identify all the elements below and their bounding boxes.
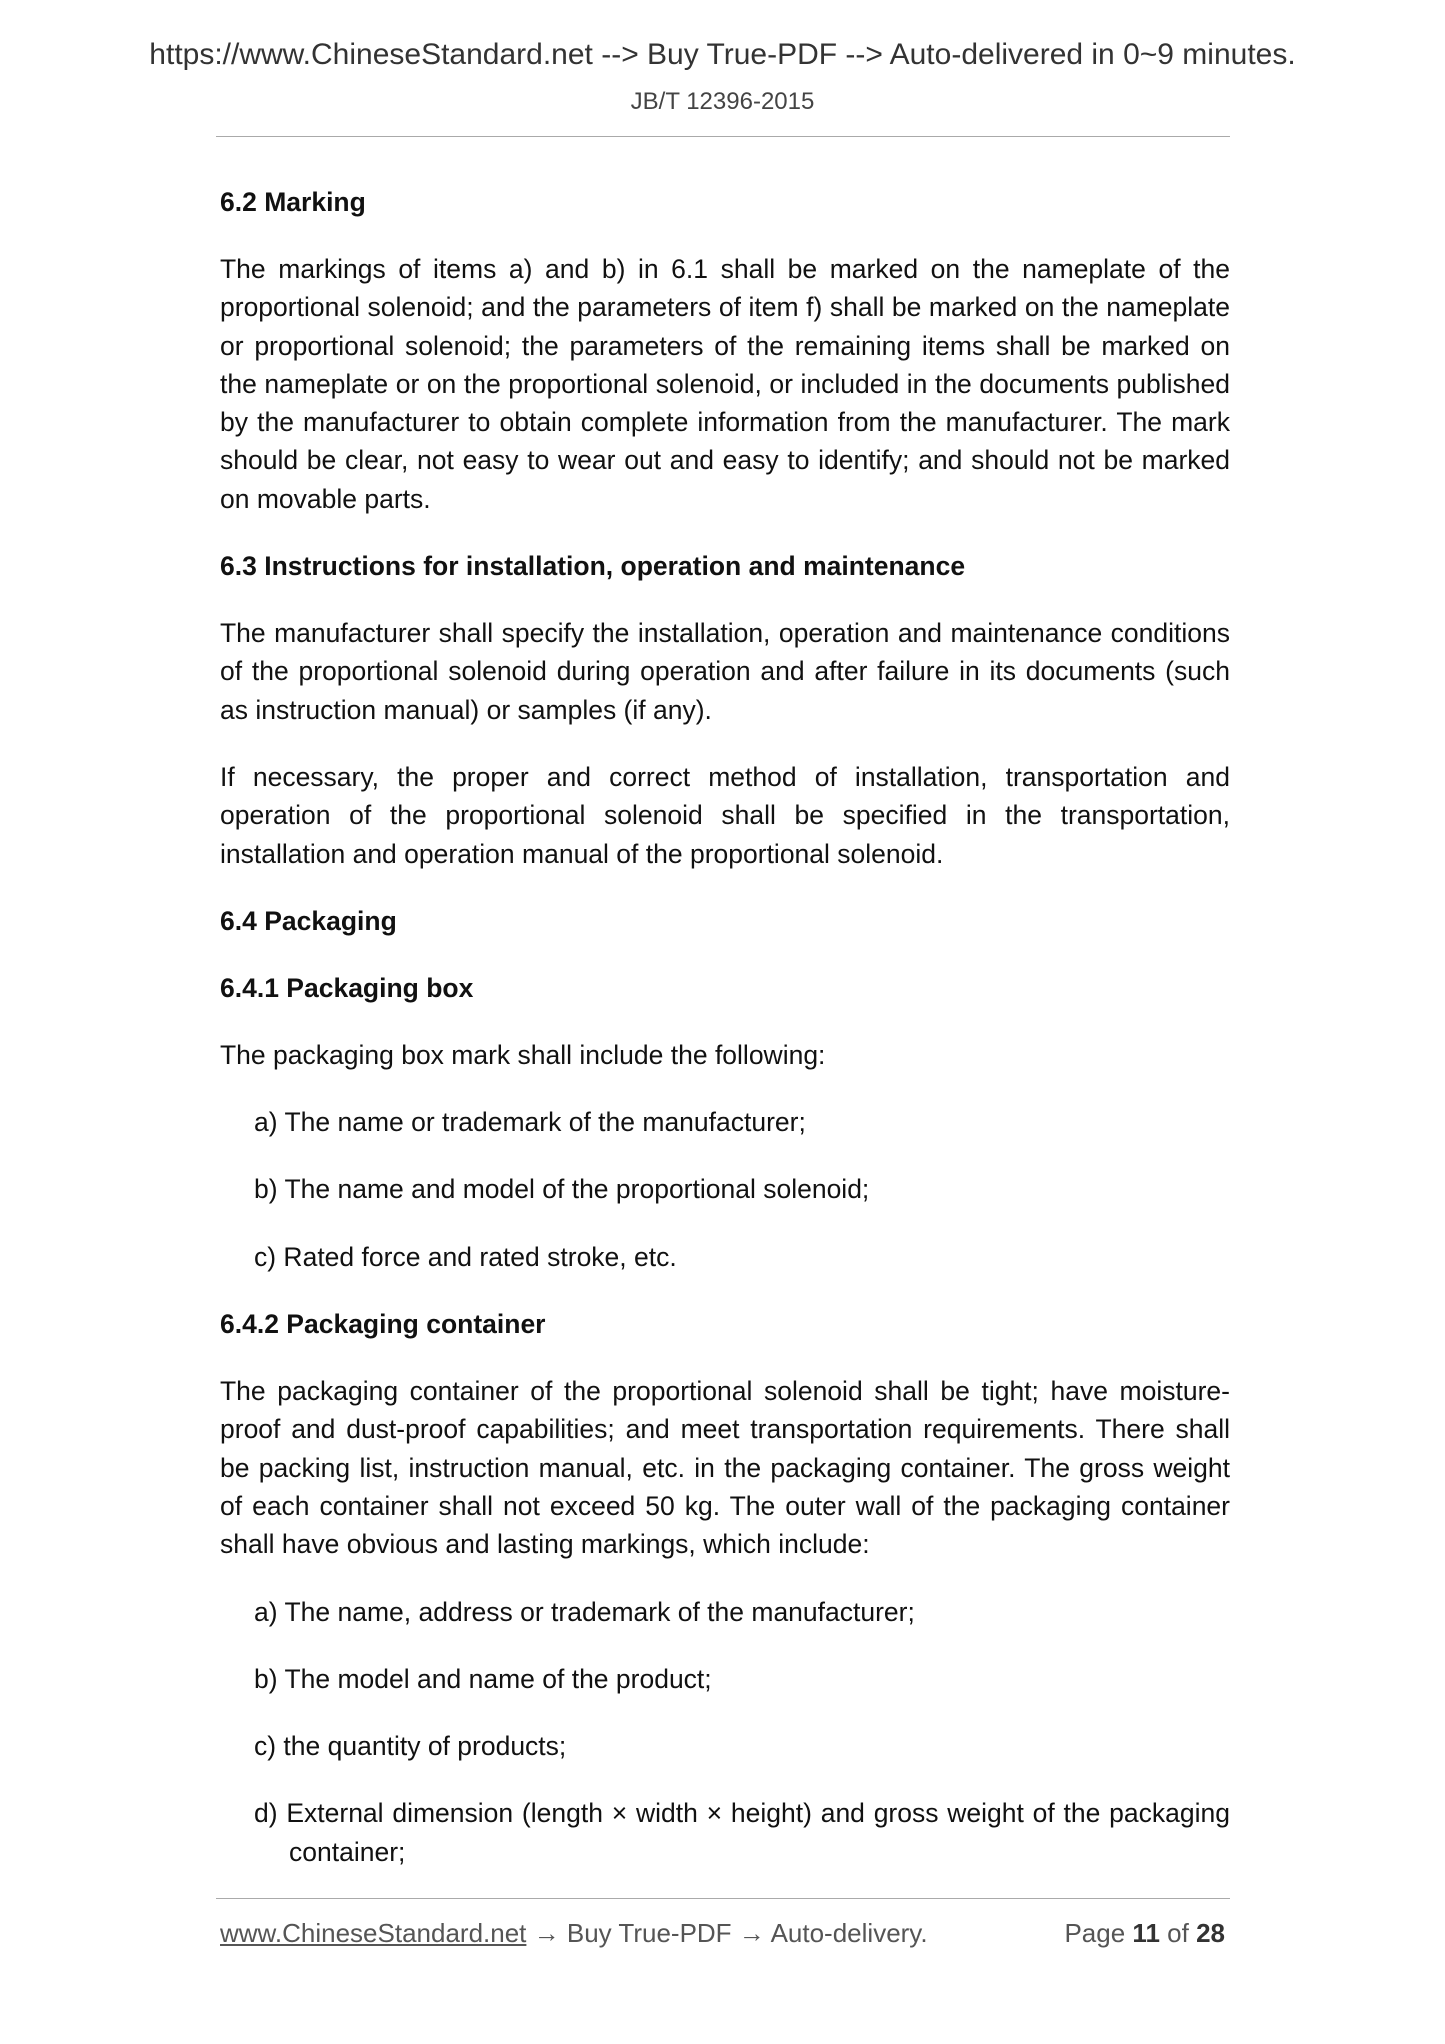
header-divider (216, 136, 1230, 137)
packaging-container-list (220, 1593, 1230, 1871)
page-indicator (1064, 1918, 1225, 1949)
total-pages-number: 28 (1196, 1918, 1225, 1948)
section-6-4-heading: 6.4 Packaging (220, 905, 397, 936)
section-6-4-2-heading: 6.4.2 Packaging container (220, 1309, 546, 1340)
document-body (220, 183, 1230, 1900)
list-item: b) The name and model of the proportional solenoid; (254, 1174, 870, 1205)
website-link[interactable]: www.ChineseStandard.net (220, 1918, 527, 1948)
standard-id: JB/T 12396-2015 (630, 88, 815, 115)
list-item: b) The model and name of the product; (254, 1663, 712, 1694)
section-6-2-paragraph: The markings of items a) and b) in 6.1 shall be marked on the nameplate of the proportional solenoid; and the parameters of item f) shall be marked on the nameplate or proportional solenoid; the parameters of the remaining items shall be marked on the nameplate or on the proportional solenoid, or included in the documents published by the manufacturer to obtain complete information from the manufacturer. The mark should be clear, not easy to wear out and easy to identify; and should not be marked on movable parts. (220, 254, 1230, 514)
section-6-4-2-paragraph: The packaging container of the proportional solenoid shall be tight; have moisture-proof and dust-proof capabilities; and meet transportation requirements. There shall be packing list, instruction manual, etc. in the packaging container. The gross weight of each container shall not exceed 50 kg. The outer wall of the packaging container shall have obvious and lasting markings, which include: (220, 1376, 1230, 1560)
section-6-3-paragraph-2: If necessary, the proper and correct method of installation, transportation and operation of the proportional solenoid shall be specified in the transportation, installation and operation manual of the proportional solenoid. (220, 761, 1230, 869)
list-item: c) Rated force and rated stroke, etc. (254, 1241, 677, 1272)
of-label: of (1167, 1918, 1189, 1948)
packaging-box-list (220, 1103, 1230, 1276)
footer-divider (216, 1898, 1230, 1899)
page-label: Page (1064, 1918, 1126, 1948)
section-6-4-1-heading: 6.4.1 Packaging box (220, 972, 474, 1003)
top-banner: https://www.ChineseStandard.net --> Buy True-PDF --> Auto-delivered in 0~9 minutes. (149, 38, 1296, 71)
current-page-number: 11 (1132, 1918, 1160, 1948)
footer-promo-text: → Buy True-PDF → Auto-delivery. (526, 1918, 928, 1948)
list-item: c) the quantity of products; (254, 1731, 567, 1762)
list-item: d) External dimension (length × width × height) and gross weight of the packaging container; (254, 1798, 1230, 1867)
list-item: a) The name, address or trademark of the manufacturer; (254, 1596, 915, 1627)
list-item: a) The name or trademark of the manufacturer; (254, 1107, 806, 1138)
section-6-4-1-intro: The packaging box mark shall include the following: (220, 1039, 826, 1070)
section-6-2-heading: 6.2 Marking (220, 187, 366, 217)
footer-promo (220, 1918, 928, 1949)
section-6-3-paragraph-1: The manufacturer shall specify the installation, operation and maintenance conditions of the proportional solenoid during operation and after failure in its documents (such as instruction manual) or samples (if any). (220, 618, 1230, 725)
section-6-3-heading: 6.3 Instructions for installation, operation and maintenance (220, 551, 966, 582)
